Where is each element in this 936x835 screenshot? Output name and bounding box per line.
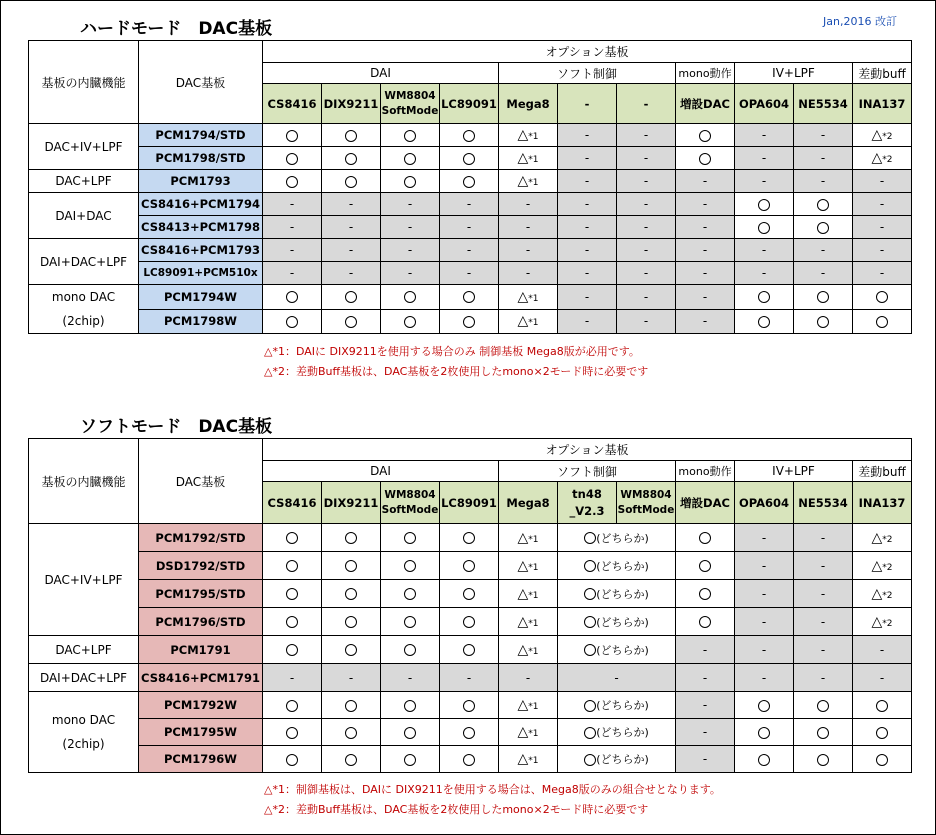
hard-note-1: △*1：DAIに DIX9211を使用する場合のみ 制御基板 Mega8版が必用です。 [264, 345, 640, 358]
circle-mark [286, 532, 298, 544]
dash-mark: - [558, 239, 617, 262]
dash-mark: - [853, 636, 912, 664]
dash-mark: - [794, 124, 853, 147]
dash-mark: - [735, 552, 794, 580]
dash-mark: - [381, 216, 440, 239]
dash-mark: - [263, 193, 322, 216]
either-mark: (どちらか) [558, 719, 676, 746]
group-dai: DAI [263, 63, 499, 84]
dash-mark: - [617, 147, 676, 170]
board-name: PCM1792/STD [139, 524, 263, 552]
dash-mark: - [617, 239, 676, 262]
dash-mark: - [440, 262, 499, 285]
col-ina137: INA137 [853, 84, 912, 124]
dash-mark: - [794, 664, 853, 692]
dash-mark: - [853, 664, 912, 692]
col-ne5534: NE5534 [794, 482, 853, 524]
circle-mark [699, 153, 711, 165]
col-cs8416: CS8416 [263, 84, 322, 124]
table-row [29, 239, 912, 262]
col-extra-dac: 増設DAC [676, 482, 735, 524]
circle-mark [817, 700, 829, 712]
dash-mark: - [853, 193, 912, 216]
dash-mark: - [263, 262, 322, 285]
col-lc89091: LC89091 [440, 482, 499, 524]
dash-mark: - [263, 664, 322, 692]
dash-mark: - [853, 170, 912, 193]
table-row [29, 262, 912, 285]
func-label: DAC+IV+LPF [29, 124, 139, 170]
dash-mark: - [794, 636, 853, 664]
dash-mark: - [853, 216, 912, 239]
func-label: DAI+DAC+LPF [29, 664, 139, 692]
dash-mark: - [794, 580, 853, 608]
board-name: PCM1798W [139, 309, 263, 334]
dash-mark: - [735, 524, 794, 552]
circle-mark [404, 130, 416, 142]
triangle-mark: △*1 [499, 580, 558, 608]
circle-mark [404, 316, 416, 328]
col-dix9211: DIX9211 [322, 84, 381, 124]
circle-mark [463, 176, 475, 188]
header-dac: DAC基板 [139, 439, 263, 524]
col-ne5534: NE5534 [794, 84, 853, 124]
circle-mark [758, 291, 770, 303]
col-lc89091: LC89091 [440, 84, 499, 124]
circle-mark [699, 560, 711, 572]
triangle-mark: △*1 [499, 147, 558, 170]
dash-mark: - [440, 239, 499, 262]
dash-mark: - [676, 664, 735, 692]
board-name: CS8416+PCM1793 [139, 239, 263, 262]
group-soft-control: ソフト制御 [499, 461, 676, 482]
hard-mode-table [28, 40, 912, 334]
dash-mark: - [322, 239, 381, 262]
circle-mark [345, 130, 357, 142]
dash-mark: - [735, 608, 794, 636]
col-blank-1: - [558, 84, 617, 124]
dash-mark: - [558, 664, 676, 692]
dash-mark: - [617, 193, 676, 216]
dash-mark: - [794, 170, 853, 193]
table-row [29, 692, 912, 719]
board-name: PCM1796W [139, 746, 263, 773]
circle-mark [817, 222, 829, 234]
triangle-mark: △*1 [499, 746, 558, 773]
board-name: PCM1798/STD [139, 147, 263, 170]
triangle-mark: △*1 [499, 719, 558, 746]
dash-mark: - [558, 193, 617, 216]
dash-mark: - [853, 239, 912, 262]
circle-mark [463, 130, 475, 142]
dash-mark: - [676, 692, 735, 719]
col-mega8: Mega8 [499, 84, 558, 124]
circle-mark [404, 616, 416, 628]
table-row [29, 552, 912, 580]
dash-mark: - [617, 309, 676, 334]
func-label: DAI+DAC+LPF [29, 239, 139, 285]
dash-mark: - [322, 262, 381, 285]
circle-mark [463, 700, 475, 712]
dash-mark: - [794, 262, 853, 285]
dash-mark: - [676, 636, 735, 664]
dash-mark: - [735, 262, 794, 285]
dash-mark: - [381, 262, 440, 285]
dash-mark: - [499, 193, 558, 216]
group-dai: DAI [263, 461, 499, 482]
header-options: オプション基板 [263, 439, 912, 461]
dash-mark: - [676, 719, 735, 746]
dash-mark: - [617, 285, 676, 310]
circle-mark [463, 754, 475, 766]
dash-mark: - [499, 216, 558, 239]
col-mega8: Mega8 [499, 482, 558, 524]
board-name: CS8416+PCM1791 [139, 664, 263, 692]
dash-mark: - [617, 262, 676, 285]
triangle-mark: △*2 [853, 124, 912, 147]
table-row [29, 608, 912, 636]
circle-mark [758, 316, 770, 328]
table-row [29, 124, 912, 147]
circle-mark [463, 727, 475, 739]
table-row [29, 170, 912, 193]
circle-mark [817, 199, 829, 211]
table-row [29, 580, 912, 608]
func-label: DAC+LPF [29, 170, 139, 193]
dash-mark: - [676, 216, 735, 239]
dash-mark: - [676, 746, 735, 773]
dash-mark: - [440, 664, 499, 692]
triangle-mark: △*2 [853, 608, 912, 636]
circle-mark [758, 700, 770, 712]
dash-mark: - [558, 124, 617, 147]
circle-mark [758, 222, 770, 234]
circle-mark [758, 199, 770, 211]
circle-mark [404, 176, 416, 188]
circle-mark [817, 316, 829, 328]
circle-mark [699, 130, 711, 142]
circle-mark [404, 727, 416, 739]
col-blank-2: - [617, 84, 676, 124]
board-name: LC89091+PCM510x [139, 262, 263, 285]
circle-mark [817, 727, 829, 739]
circle-mark [404, 532, 416, 544]
circle-mark [876, 316, 888, 328]
table-row [29, 147, 912, 170]
triangle-mark: △*1 [499, 692, 558, 719]
col-opa604: OPA604 [735, 84, 794, 124]
circle-mark [463, 588, 475, 600]
board-name: PCM1793 [139, 170, 263, 193]
dash-mark: - [617, 170, 676, 193]
col-ina137: INA137 [853, 482, 912, 524]
circle-mark [345, 754, 357, 766]
either-mark: (どちらか) [558, 692, 676, 719]
col-wm8804: WM8804 SoftMode [381, 84, 440, 124]
triangle-mark: △*1 [499, 636, 558, 664]
dash-mark: - [735, 664, 794, 692]
table-row [29, 193, 912, 216]
dash-mark: - [794, 552, 853, 580]
func-label: DAC+IV+LPF [29, 524, 139, 636]
triangle-mark: △*1 [499, 524, 558, 552]
circle-mark [286, 644, 298, 656]
circle-mark [404, 644, 416, 656]
triangle-mark: △*1 [499, 124, 558, 147]
dash-mark: - [676, 309, 735, 334]
circle-mark [758, 754, 770, 766]
circle-mark [876, 700, 888, 712]
soft-mode-title: ソフトモード DAC基板 [80, 417, 273, 437]
dash-mark: - [440, 193, 499, 216]
circle-mark [345, 291, 357, 303]
circle-mark [463, 291, 475, 303]
circle-mark [286, 130, 298, 142]
circle-mark [463, 560, 475, 572]
group-mono: mono動作 [676, 63, 735, 84]
circle-mark [876, 754, 888, 766]
revision-date: Jan,2016 改訂 [823, 15, 897, 28]
circle-mark [463, 644, 475, 656]
either-mark: (どちらか) [558, 608, 676, 636]
dash-mark: - [676, 170, 735, 193]
circle-mark [345, 176, 357, 188]
header-func: 基板の内臓機能 [29, 41, 139, 124]
circle-mark [404, 588, 416, 600]
table-row [29, 746, 912, 773]
triangle-mark: △*2 [853, 524, 912, 552]
circle-mark [345, 153, 357, 165]
either-mark: (どちらか) [558, 524, 676, 552]
dash-mark: - [499, 239, 558, 262]
triangle-mark: △*2 [853, 147, 912, 170]
dash-mark: - [558, 309, 617, 334]
table-row [29, 216, 912, 239]
circle-mark [286, 291, 298, 303]
dash-mark: - [794, 524, 853, 552]
circle-mark [345, 316, 357, 328]
circle-mark [286, 700, 298, 712]
group-iv-lpf: IV+LPF [735, 63, 853, 84]
circle-mark [876, 727, 888, 739]
circle-mark [345, 616, 357, 628]
soft-mode-table [28, 438, 912, 773]
circle-mark [286, 560, 298, 572]
dash-mark: - [558, 147, 617, 170]
dash-mark: - [676, 262, 735, 285]
dash-mark: - [735, 147, 794, 170]
dash-mark: - [794, 608, 853, 636]
func-label: mono DAC (2chip) [29, 692, 139, 773]
circle-mark [876, 291, 888, 303]
either-mark: (どちらか) [558, 552, 676, 580]
func-label: DAC+LPF [29, 636, 139, 664]
col-tn48: tn48 _V2.3 [558, 482, 617, 524]
circle-mark [345, 700, 357, 712]
circle-mark [286, 588, 298, 600]
dash-mark: - [735, 580, 794, 608]
dash-mark: - [676, 239, 735, 262]
circle-mark [345, 644, 357, 656]
header-options: オプション基板 [263, 41, 912, 63]
circle-mark [286, 153, 298, 165]
board-name: PCM1794W [139, 285, 263, 310]
table-row [29, 664, 912, 692]
col-wm8804: WM8804 SoftMode [381, 482, 440, 524]
group-diff-buff: 差動buff [853, 63, 912, 84]
dash-mark: - [735, 636, 794, 664]
circle-mark [404, 560, 416, 572]
triangle-mark: △*1 [499, 285, 558, 310]
dash-mark: - [735, 124, 794, 147]
col-wm8804-soft: WM8804 SoftMode [617, 482, 676, 524]
board-name: PCM1796/STD [139, 608, 263, 636]
circle-mark [286, 754, 298, 766]
either-mark: (どちらか) [558, 580, 676, 608]
dash-mark: - [440, 216, 499, 239]
circle-mark [286, 316, 298, 328]
dash-mark: - [322, 664, 381, 692]
func-label: DAI+DAC [29, 193, 139, 239]
func-label: mono DAC (2chip) [29, 285, 139, 334]
triangle-mark: △*2 [853, 552, 912, 580]
circle-mark [345, 560, 357, 572]
dash-mark: - [617, 216, 676, 239]
table-row [29, 524, 912, 552]
header-dac: DAC基板 [139, 41, 263, 124]
dash-mark: - [853, 262, 912, 285]
either-mark: (どちらか) [558, 636, 676, 664]
col-extra-dac: 増設DAC [676, 84, 735, 124]
soft-note-1: △*1：制御基板は、DAIに DIX9211を使用する場合は、Mega8版のみの組合せとなります。 [264, 783, 721, 796]
triangle-mark: △*1 [499, 552, 558, 580]
circle-mark [699, 532, 711, 544]
group-mono: mono動作 [676, 461, 735, 482]
dash-mark: - [381, 239, 440, 262]
hard-mode-title: ハードモード DAC基板 [80, 19, 273, 39]
dash-mark: - [322, 216, 381, 239]
circle-mark [404, 754, 416, 766]
dash-mark: - [381, 664, 440, 692]
dash-mark: - [558, 170, 617, 193]
dash-mark: - [735, 170, 794, 193]
circle-mark [286, 616, 298, 628]
group-soft-control: ソフト制御 [499, 63, 676, 84]
circle-mark [817, 291, 829, 303]
dash-mark: - [381, 193, 440, 216]
header-func: 基板の内臓機能 [29, 439, 139, 524]
dash-mark: - [263, 239, 322, 262]
dash-mark: - [499, 664, 558, 692]
circle-mark [345, 727, 357, 739]
table-row [29, 309, 912, 334]
group-diff-buff: 差動buff [853, 461, 912, 482]
circle-mark [817, 754, 829, 766]
dash-mark: - [558, 285, 617, 310]
dash-mark: - [558, 216, 617, 239]
dash-mark: - [499, 262, 558, 285]
circle-mark [699, 616, 711, 628]
circle-mark [286, 176, 298, 188]
triangle-mark: △*1 [499, 170, 558, 193]
circle-mark [404, 700, 416, 712]
hard-note-2: △*2：差動Buff基板は、DAC基板を2枚使用したmono×2モード時に必要です [264, 365, 649, 378]
circle-mark [345, 532, 357, 544]
col-cs8416: CS8416 [263, 482, 322, 524]
circle-mark [463, 316, 475, 328]
circle-mark [463, 153, 475, 165]
circle-mark [404, 291, 416, 303]
dash-mark: - [794, 239, 853, 262]
circle-mark [463, 532, 475, 544]
circle-mark [286, 727, 298, 739]
dash-mark: - [794, 147, 853, 170]
dash-mark: - [617, 124, 676, 147]
dash-mark: - [735, 239, 794, 262]
circle-mark [404, 153, 416, 165]
circle-mark [758, 727, 770, 739]
circle-mark [463, 616, 475, 628]
col-opa604: OPA604 [735, 482, 794, 524]
board-name: CS8413+PCM1798 [139, 216, 263, 239]
soft-note-2: △*2：差動Buff基板は、DAC基板を2枚使用したmono×2モード時に必要です [264, 803, 649, 816]
board-name: PCM1791 [139, 636, 263, 664]
table-row [29, 636, 912, 664]
triangle-mark: △*2 [853, 580, 912, 608]
triangle-mark: △*1 [499, 309, 558, 334]
group-iv-lpf: IV+LPF [735, 461, 853, 482]
triangle-mark: △*1 [499, 608, 558, 636]
board-name: PCM1795/STD [139, 580, 263, 608]
table-row [29, 285, 912, 310]
dash-mark: - [676, 193, 735, 216]
board-name: PCM1795W [139, 719, 263, 746]
board-name: CS8416+PCM1794 [139, 193, 263, 216]
col-dix9211: DIX9211 [322, 482, 381, 524]
board-name: PCM1792W [139, 692, 263, 719]
table-row [29, 719, 912, 746]
dash-mark: - [558, 262, 617, 285]
either-mark: (どちらか) [558, 746, 676, 773]
circle-mark [699, 588, 711, 600]
board-name: DSD1792/STD [139, 552, 263, 580]
circle-mark [345, 588, 357, 600]
dash-mark: - [263, 216, 322, 239]
dash-mark: - [322, 193, 381, 216]
dash-mark: - [676, 285, 735, 310]
board-name: PCM1794/STD [139, 124, 263, 147]
